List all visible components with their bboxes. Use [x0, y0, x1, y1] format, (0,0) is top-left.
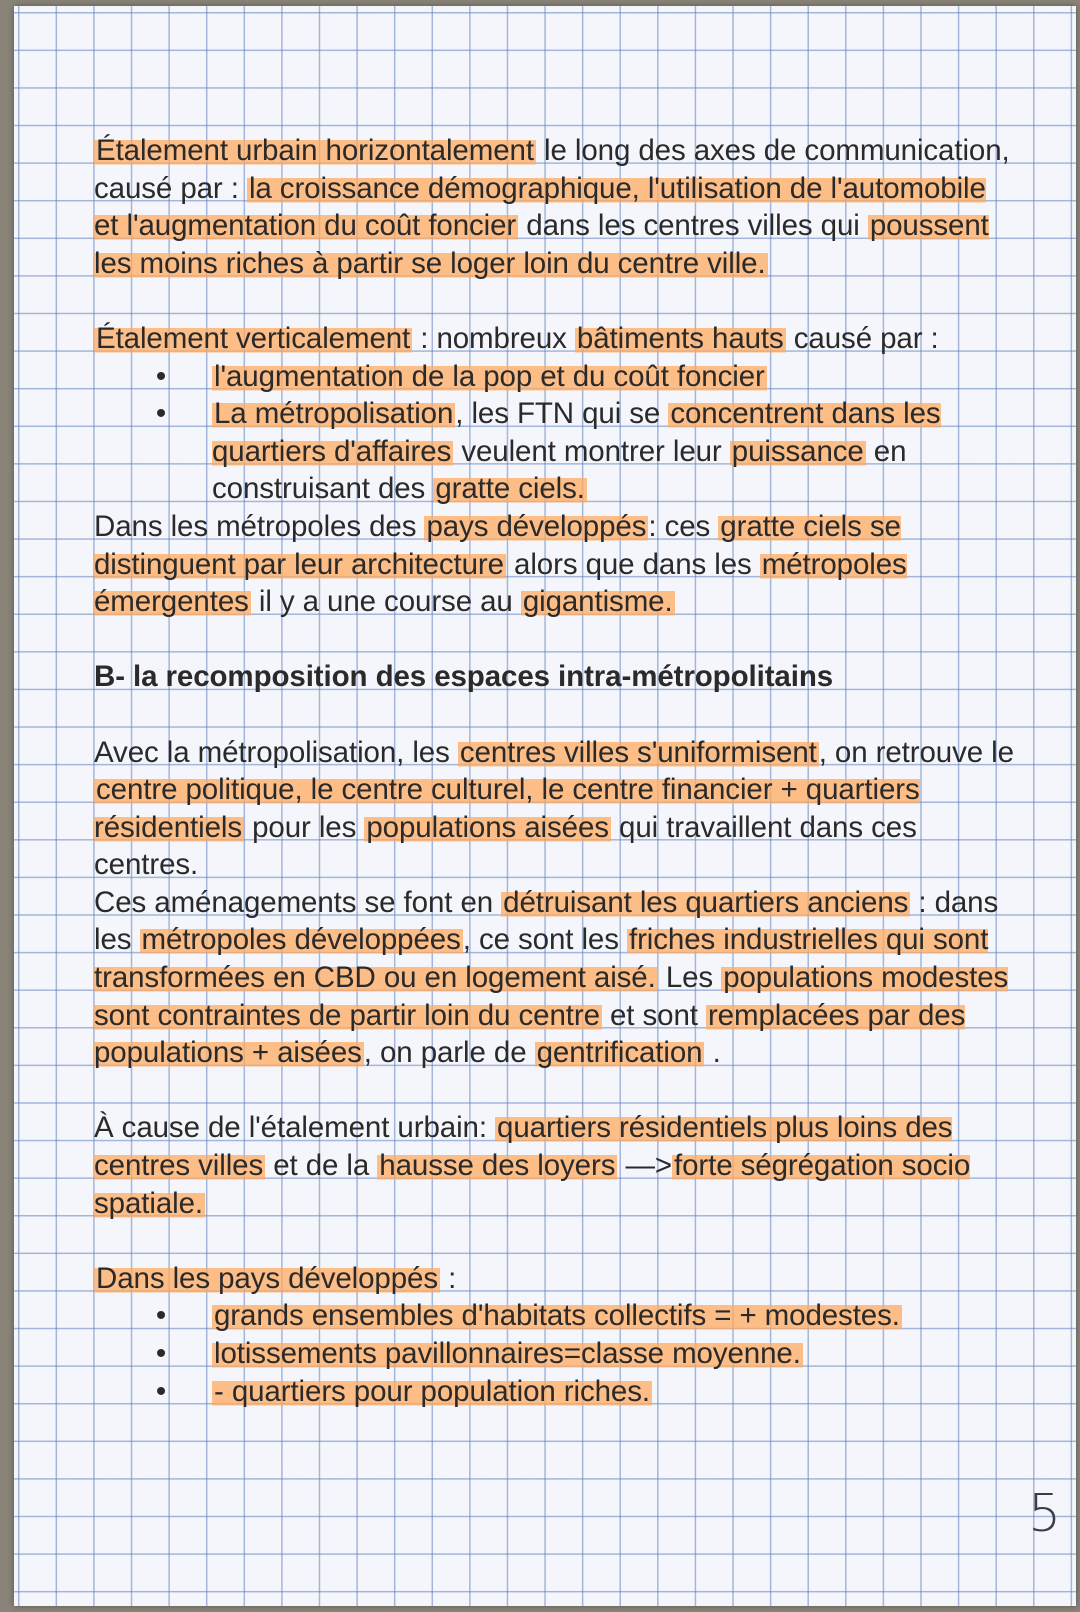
text-run: qui travaillent dans ces centres. — [94, 810, 917, 882]
list-item-text — [212, 1375, 652, 1408]
text-run: dans les centres villes qui — [518, 209, 868, 243]
text-run: alors que dans les — [505, 547, 760, 581]
paragraph-uniformisation — [94, 734, 1014, 884]
highlighted-text: Dans les pays développés — [96, 1261, 438, 1295]
list-item — [94, 395, 1014, 508]
highlighted-text: gentrification — [536, 1036, 703, 1070]
highlighted-text: puissance — [731, 434, 864, 468]
highlighted-text: lotissements pavillonnaires=classe moyenne. — [214, 1337, 801, 1370]
text-run: À cause de l'étalement urbain: — [94, 1111, 496, 1145]
highlighted-text: concentrent dans les quartiers d'affaires — [212, 397, 941, 468]
bullet-icon: • — [155, 359, 167, 393]
text-run: : dans les — [94, 885, 999, 957]
highlighted-text: bâtiments hauts — [576, 321, 784, 355]
spacer — [94, 621, 1014, 659]
text-run: et sont — [601, 998, 706, 1032]
highlighted-text: populations modestes sont contraintes de partir loin du centre — [94, 961, 1009, 1032]
paragraph-pays-developpes-intro — [94, 1260, 1014, 1298]
list-item-text — [212, 1337, 803, 1370]
highlighted-text: gratte ciels. — [435, 472, 585, 506]
text-run: Dans les métropoles des — [94, 509, 425, 543]
highlighted-text: métropoles développées — [141, 923, 461, 957]
notebook-page — [14, 6, 1076, 1606]
page-number: 5 — [1028, 1484, 1062, 1544]
text-run: : nombreux — [412, 321, 575, 355]
text-run: pour les — [244, 810, 365, 844]
highlighted-text: poussent les moins riches à partir se loger loin du centre ville. — [94, 209, 989, 280]
highlighted-text: quartiers résidentiels plus loins des centres villes — [94, 1111, 953, 1183]
text-run: , les FTN qui se — [455, 397, 669, 431]
highlighted-text: la croissance démographique, l'utilisation de l'automobile et l'augmentation du coût foncier — [94, 171, 986, 243]
text-run: il y a une course au — [250, 585, 521, 619]
text-run: : ces — [648, 509, 719, 543]
text-run: causé par : — [785, 321, 939, 355]
bullet-list-causes — [94, 358, 1014, 508]
list-item-text — [212, 397, 941, 505]
highlighted-text: hausse des loyers — [379, 1149, 616, 1183]
bullet-list-habitats — [94, 1297, 1014, 1410]
list-item-text — [212, 360, 767, 393]
text-run: et de la — [265, 1149, 378, 1183]
paragraph-etalement-vertical — [94, 320, 1014, 358]
spacer — [94, 282, 1014, 320]
highlighted-text: Étalement verticalement — [96, 321, 411, 355]
highlighted-text: grands ensembles d'habitats collectifs = + modestes. — [214, 1299, 900, 1333]
text-run: : — [439, 1261, 457, 1295]
list-item-text — [212, 1299, 902, 1332]
highlighted-text: friches industrielles qui sont transformées en CBD ou en logement aisé. — [94, 923, 989, 995]
highlighted-text: l'augmentation de la pop et du coût foncier — [214, 359, 765, 393]
highlighted-text: remplacées par des populations + aisées — [94, 998, 966, 1070]
text-run: veulent montrer leur — [453, 434, 730, 468]
paragraph-segregation — [94, 1109, 1014, 1222]
text-run: , ce sont les — [462, 923, 627, 957]
highlighted-text: La métropolisation — [214, 397, 454, 431]
highlighted-text: forte ségrégation socio spatiale. — [94, 1149, 971, 1220]
text-run: —> — [617, 1149, 672, 1183]
bullet-icon: • — [155, 1374, 167, 1408]
highlighted-text: gigantisme. — [522, 585, 673, 619]
bullet-icon: • — [155, 1337, 167, 1370]
highlighted-text: détruisant les quartiers anciens — [503, 885, 909, 919]
highlighted-text: pays développés — [426, 509, 647, 543]
list-item — [94, 1297, 1014, 1335]
list-item — [94, 1373, 1014, 1411]
spacer — [94, 696, 1014, 734]
highlighted-text: centres villes s'uniformisent — [459, 735, 817, 769]
highlighted-text: Étalement urbain horizontalement — [96, 134, 534, 167]
paragraph-amenagements — [94, 884, 1014, 1072]
spacer — [94, 1072, 1014, 1110]
paragraph-pays-developpes — [94, 508, 1014, 621]
text-run: Ces aménagements se font en — [94, 885, 502, 919]
section-heading: B- la recomposition des espaces intra-métropolitains — [94, 660, 834, 694]
text-run: Avec la métropolisation, les — [94, 735, 458, 769]
note-content — [94, 132, 1014, 1410]
list-item — [94, 1335, 1014, 1373]
highlighted-text: gratte ciels se distinguent par leur architecture — [94, 509, 901, 581]
text-run: , on parle de — [363, 1036, 535, 1070]
highlighted-text: populations aisées — [366, 810, 609, 844]
highlighted-text: centre politique, le centre culturel, le centre financier + quartiers résidentiels — [94, 773, 920, 844]
list-item — [94, 358, 1014, 396]
text-run: en construisant des — [212, 434, 907, 506]
highlighted-text: - quartiers pour population riches. — [214, 1374, 650, 1408]
spacer — [94, 1222, 1014, 1260]
text-run: , on retrouve le — [818, 735, 1014, 769]
text-run: . — [704, 1036, 721, 1070]
text-run: Les — [657, 961, 722, 995]
bullet-icon: • — [155, 1299, 167, 1333]
highlighted-text: métropoles émergentes — [94, 547, 907, 619]
text-run: le long des axes de communication, causé par : — [94, 134, 1010, 205]
paragraph-etalement-horizontal — [94, 132, 1014, 282]
bullet-icon: • — [155, 397, 167, 431]
